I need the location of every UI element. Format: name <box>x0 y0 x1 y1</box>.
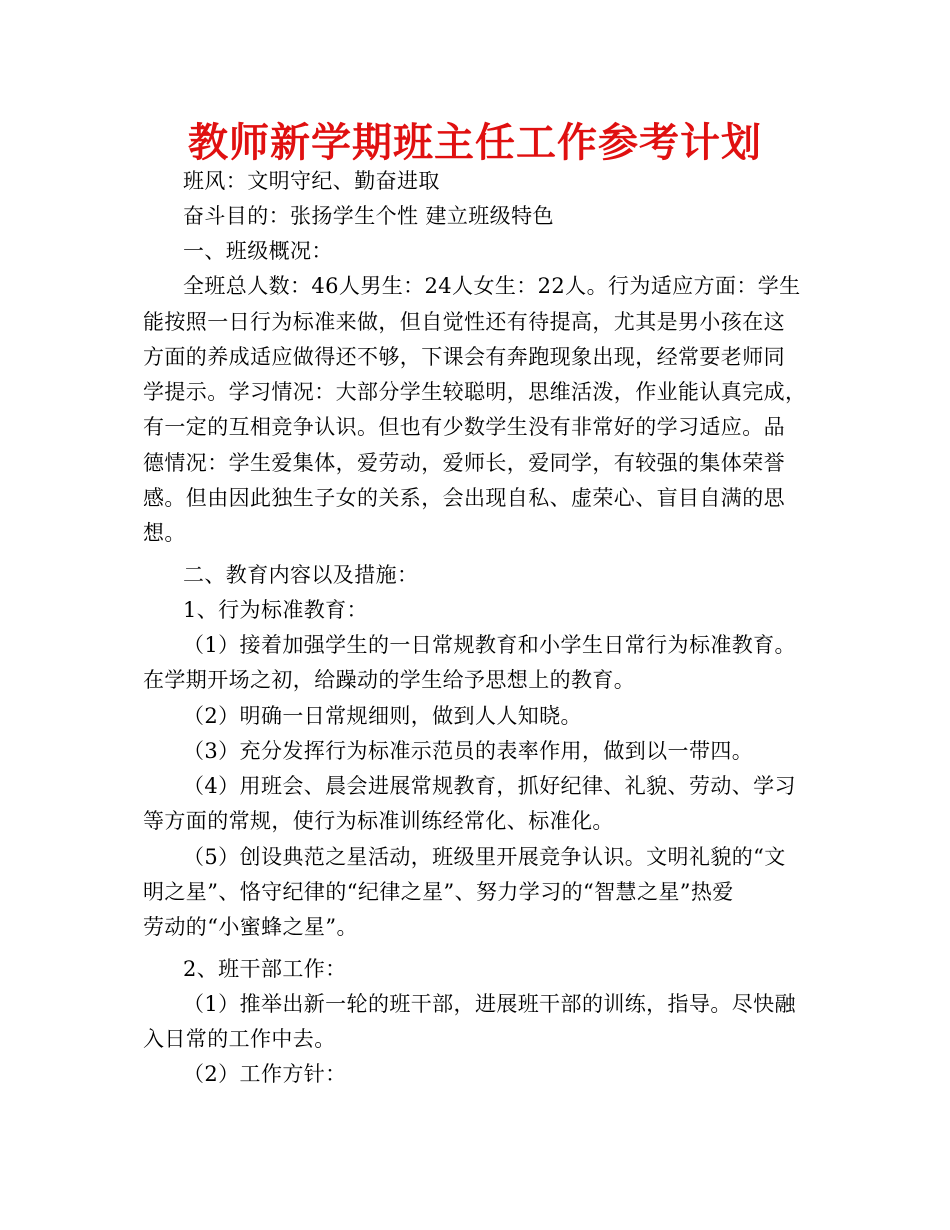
list-item-line: （2）工作方针： <box>183 1062 347 1086</box>
list-item-line: 在学期开场之初，给躁动的学生给予思想上的教育。 <box>143 668 636 692</box>
class-motto-line: 班风：文明守纪、勤奋进取 <box>183 169 440 193</box>
section-heading-measures: 二、教育内容以及措施： <box>183 563 419 587</box>
paragraph-line: 感。但由因此独生子女的关系，会出现自私、虚荣心、盲目自满的思 <box>143 486 785 510</box>
subsection-heading-behavior: 1、行为标准教育： <box>183 598 368 622</box>
document-title: 教师新学期班主任工作参考计划 <box>188 120 762 166</box>
list-item-line: （5）创设典范之星活动，班级里开展竞争认识。文明礼貌的“文 <box>183 845 786 869</box>
list-item-line: （1）推举出新一轮的班干部，进展班干部的训练，指导。尽快融 <box>183 992 796 1016</box>
paragraph-line: 方面的养成适应做得还不够，下课会有奔跑现象出现，经常要老师同 <box>143 345 785 369</box>
list-item-line: 等方面的常规，使行为标准训练经常化、标准化。 <box>143 809 614 833</box>
paragraph-line: 德情况：学生爱集体，爱劳动，爱师长，爱同学，有较强的集体荣誉 <box>143 451 785 475</box>
subsection-heading-class-leaders: 2、班干部工作： <box>183 957 347 981</box>
goal-line: 奋斗目的：张扬学生个性 建立班级特色 <box>183 204 554 228</box>
paragraph-line: 想。 <box>143 521 186 545</box>
paragraph-line: 全班总人数：46人男生：24人女生：22人。行为适应方面：学生 <box>183 274 801 298</box>
list-item-line: （1）接着加强学生的一日常规教育和小学生日常行为标准教育。 <box>183 633 796 657</box>
list-item-line: （4）用班会、晨会进展常规教育，抓好纪律、礼貌、劳动、学习 <box>183 774 796 798</box>
list-item-line: 明之星”、恪守纪律的“纪律之星”、努力学习的“智慧之星”热爱 <box>143 880 734 904</box>
paragraph-line: 有一定的互相竞争认识。但也有少数学生没有非常好的学习适应。品 <box>143 415 785 439</box>
list-item-line: （3）充分发挥行为标准示范员的表率作用，做到以一带四。 <box>183 739 754 763</box>
list-item-line: 入日常的工作中去。 <box>143 1027 336 1051</box>
section-heading-overview: 一、班级概况： <box>183 239 333 263</box>
paragraph-line: 能按照一日行为标准来做，但自觉性还有待提高，尤其是男小孩在这 <box>143 310 785 334</box>
list-item-line: 劳动的“小蜜蜂之星”。 <box>143 915 358 939</box>
list-item-line: （2）明确一日常规细则，做到人人知晓。 <box>183 704 582 728</box>
paragraph-line: 学提示。学习情况：大部分学生较聪明，思维活泼，作业能认真完成， <box>143 380 807 404</box>
